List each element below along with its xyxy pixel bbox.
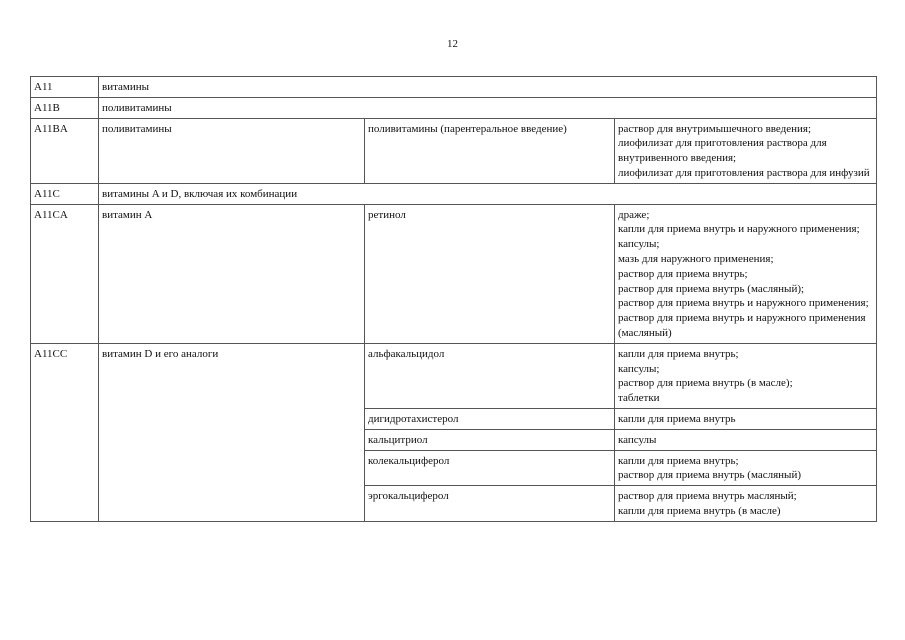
dosage-form-line: мазь для наружного применения; xyxy=(618,252,774,265)
atc-code-cell: A11B xyxy=(31,97,99,118)
dosage-form-line: капли для приема внутрь xyxy=(618,412,736,425)
drug-name-cell: альфакальцидол xyxy=(365,343,615,408)
table-row xyxy=(31,77,877,98)
atc-group-cell: поливитамины xyxy=(99,97,877,118)
dosage-form-line: капли для приема внутрь; xyxy=(618,347,739,360)
atc-code-cell: A11CC xyxy=(31,343,99,521)
atc-code-cell: A11 xyxy=(31,77,99,98)
dosage-form-line: капли для приема внутрь и наружного применения; xyxy=(618,223,860,236)
dosage-form-line: раствор для приема внутрь (масляный); xyxy=(618,282,805,295)
dosage-forms-cell xyxy=(615,343,877,408)
table-row xyxy=(31,343,877,408)
dosage-form-line: драже; xyxy=(618,208,650,221)
dosage-form-line: раствор для приема внутрь и наружного применения (масляный) xyxy=(618,312,866,339)
atc-group-cell: витамин A xyxy=(99,204,365,343)
dosage-form-line: раствор для приема внутрь масляный; xyxy=(618,490,797,503)
dosage-form-line: раствор для приема внутрь; xyxy=(618,267,748,280)
drug-name-cell: кальцитриол xyxy=(365,429,615,450)
dosage-form-line: лиофилизат для приготовления раствора для инфузий xyxy=(618,166,870,179)
drug-classification-table xyxy=(30,76,877,522)
atc-code-cell: A11CA xyxy=(31,204,99,343)
table-row xyxy=(31,183,877,204)
dosage-forms-cell xyxy=(615,450,877,486)
dosage-form-line: капли для приема внутрь; xyxy=(618,454,739,467)
dosage-form-line: раствор для приема внутрь (в масле); xyxy=(618,377,793,390)
atc-group-cell: витамины xyxy=(99,77,877,98)
atc-code-cell: A11C xyxy=(31,183,99,204)
drug-name-cell: дигидротахистерол xyxy=(365,408,615,429)
dosage-form-line: раствор для приема внутрь (масляный) xyxy=(618,469,801,482)
atc-group-cell: витамины A и D, включая их комбинации xyxy=(99,183,877,204)
table-body xyxy=(31,77,877,522)
dosage-form-line: капсулы; xyxy=(618,362,660,375)
dosage-form-line: раствор для приема внутрь и наружного применения; xyxy=(618,297,869,310)
drug-name-cell: поливитамины (парентеральное введение) xyxy=(365,118,615,183)
dosage-forms-cell xyxy=(615,408,877,429)
drug-name-cell: ретинол xyxy=(365,204,615,343)
atc-group-cell: витамин D и его аналоги xyxy=(99,343,365,521)
drug-name-cell: колекальциферол xyxy=(365,450,615,486)
drug-name-cell: эргокальциферол xyxy=(365,486,615,522)
page-number: 12 xyxy=(447,38,458,50)
atc-group-cell: поливитамины xyxy=(99,118,365,183)
dosage-form-line: таблетки xyxy=(618,392,660,405)
table-row xyxy=(31,97,877,118)
dosage-form-line: раствор для внутримышечного введения; xyxy=(618,122,812,135)
dosage-forms-cell xyxy=(615,486,877,522)
table-row xyxy=(31,118,877,183)
dosage-form-line: лиофилизат для приготовления раствора для внутривенного введения; xyxy=(618,137,827,165)
table-row xyxy=(31,204,877,343)
dosage-forms-cell xyxy=(615,204,877,343)
dosage-form-line: капли для приема внутрь (в масле) xyxy=(618,504,781,517)
dosage-forms-cell xyxy=(615,429,877,450)
atc-code-cell: A11BA xyxy=(31,118,99,183)
dosage-forms-cell xyxy=(615,118,877,183)
dosage-form-line: капсулы; xyxy=(618,238,660,251)
dosage-form-line: капсулы xyxy=(618,433,657,446)
